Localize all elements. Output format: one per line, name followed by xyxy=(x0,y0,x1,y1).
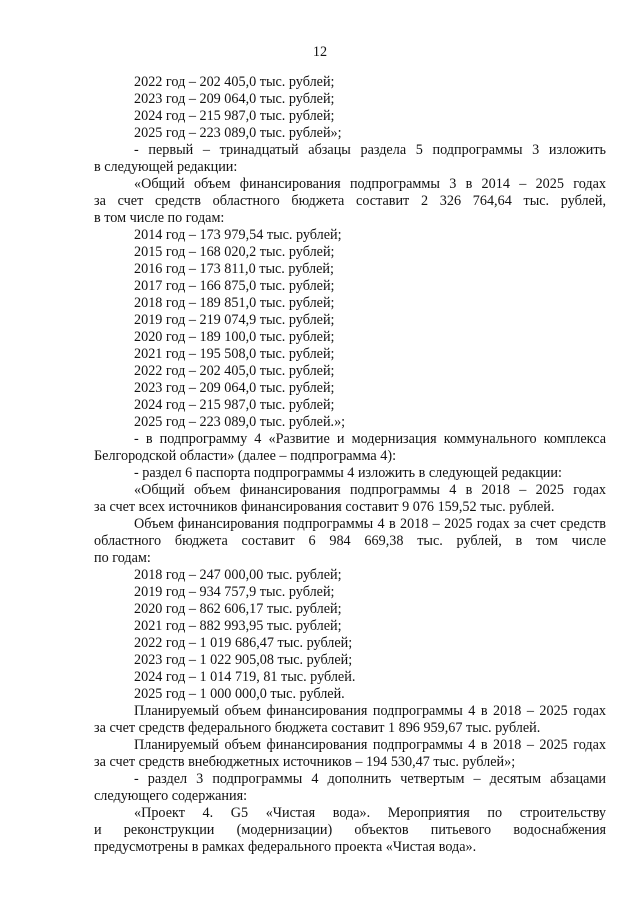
text-line: Объем финансирования подпрограммы 4 в 2018 – 2025 годах за счет средств xyxy=(134,516,606,532)
text-line: 2021 год – 195 508,0 тыс. рублей; xyxy=(134,346,335,362)
text-line: по годам: xyxy=(94,550,151,566)
text-line: за счет средств федерального бюджета составит 1 896 959,67 тыс. рублей. xyxy=(94,720,541,736)
text-line: 2024 год – 1 014 719, 81 тыс. рублей. xyxy=(134,669,356,685)
text-line: 2018 год – 247 000,00 тыс. рублей; xyxy=(134,567,342,583)
text-line: 2024 год – 215 987,0 тыс. рублей; xyxy=(134,397,335,413)
text-line: следующего содержания: xyxy=(94,788,248,804)
text-line: областного бюджета составит 6 984 669,38 тыс. рублей, в том числе xyxy=(94,533,606,549)
text-line: 2023 год – 1 022 905,08 тыс. рублей; xyxy=(134,652,353,668)
text-line: 2014 год – 173 979,54 тыс. рублей; xyxy=(134,227,342,243)
text-line: 2023 год – 209 064,0 тыс. рублей; xyxy=(134,380,335,396)
text-line: - в подпрограмму 4 «Развитие и модернизация коммунального комплекса xyxy=(134,431,606,447)
text-line: 2020 год – 189 100,0 тыс. рублей; xyxy=(134,329,335,345)
text-line: 2020 год – 862 606,17 тыс. рублей; xyxy=(134,601,342,617)
text-line: 2018 год – 189 851,0 тыс. рублей; xyxy=(134,295,335,311)
text-line: - первый – тринадцатый абзацы раздела 5 подпрограммы 3 изложить xyxy=(134,142,606,158)
text-line: 2017 год – 166 875,0 тыс. рублей; xyxy=(134,278,335,294)
text-line: в том числе по годам: xyxy=(94,210,225,226)
text-line: 2023 год – 209 064,0 тыс. рублей; xyxy=(134,91,335,107)
text-line: в следующей редакции: xyxy=(94,159,238,175)
text-line: предусмотрены в рамках федерального проекта «Чистая вода». xyxy=(94,839,477,855)
text-line: 2015 год – 168 020,2 тыс. рублей; xyxy=(134,244,335,260)
text-line: 2022 год – 202 405,0 тыс. рублей; xyxy=(134,74,335,90)
text-line: Планируемый объем финансирования подпрограммы 4 в 2018 – 2025 годах xyxy=(134,737,606,753)
text-line: за счет всех источников финансирования составит 9 076 159,52 тыс. рублей. xyxy=(94,499,555,515)
text-line: 2021 год – 882 993,95 тыс. рублей; xyxy=(134,618,342,634)
document-body xyxy=(94,74,606,856)
text-line: за счет средств внебюджетных источников – 194 530,47 тыс. рублей»; xyxy=(94,754,516,770)
text-line: 2022 год – 202 405,0 тыс. рублей; xyxy=(134,363,335,379)
text-line: - раздел 6 паспорта подпрограммы 4 изложить в следующей редакции: xyxy=(134,465,562,481)
page-number: 12 xyxy=(312,44,328,60)
text-line: Белгородской области» (далее – подпрограмма 4): xyxy=(94,448,397,464)
text-line: и реконструкции (модернизации) объектов питьевого водоснабжения xyxy=(94,822,606,838)
text-line: - раздел 3 подпрограммы 4 дополнить четвертым – десятым абзацами xyxy=(134,771,606,787)
text-line: 2019 год – 219 074,9 тыс. рублей; xyxy=(134,312,335,328)
text-line: 2019 год – 934 757,9 тыс. рублей; xyxy=(134,584,335,600)
text-line: Планируемый объем финансирования подпрограммы 4 в 2018 – 2025 годах xyxy=(134,703,606,719)
text-line: 2016 год – 173 811,0 тыс. рублей; xyxy=(134,261,334,277)
text-line: 2025 год – 1 000 000,0 тыс. рублей. xyxy=(134,686,345,702)
text-line: 2024 год – 215 987,0 тыс. рублей; xyxy=(134,108,335,124)
text-line: 2025 год – 223 089,0 тыс. рублей.»; xyxy=(134,414,346,430)
text-line: «Общий объем финансирования подпрограммы 4 в 2018 – 2025 годах xyxy=(134,482,606,498)
text-line: за счет средств областного бюджета составит 2 326 764,64 тыс. рублей, xyxy=(94,193,606,209)
text-line: «Общий объем финансирования подпрограммы 3 в 2014 – 2025 годах xyxy=(134,176,606,192)
text-line: 2022 год – 1 019 686,47 тыс. рублей; xyxy=(134,635,353,651)
text-line: 2025 год – 223 089,0 тыс. рублей»; xyxy=(134,125,342,141)
text-line: «Проект 4. G5 «Чистая вода». Мероприятия по строительству xyxy=(134,805,606,821)
